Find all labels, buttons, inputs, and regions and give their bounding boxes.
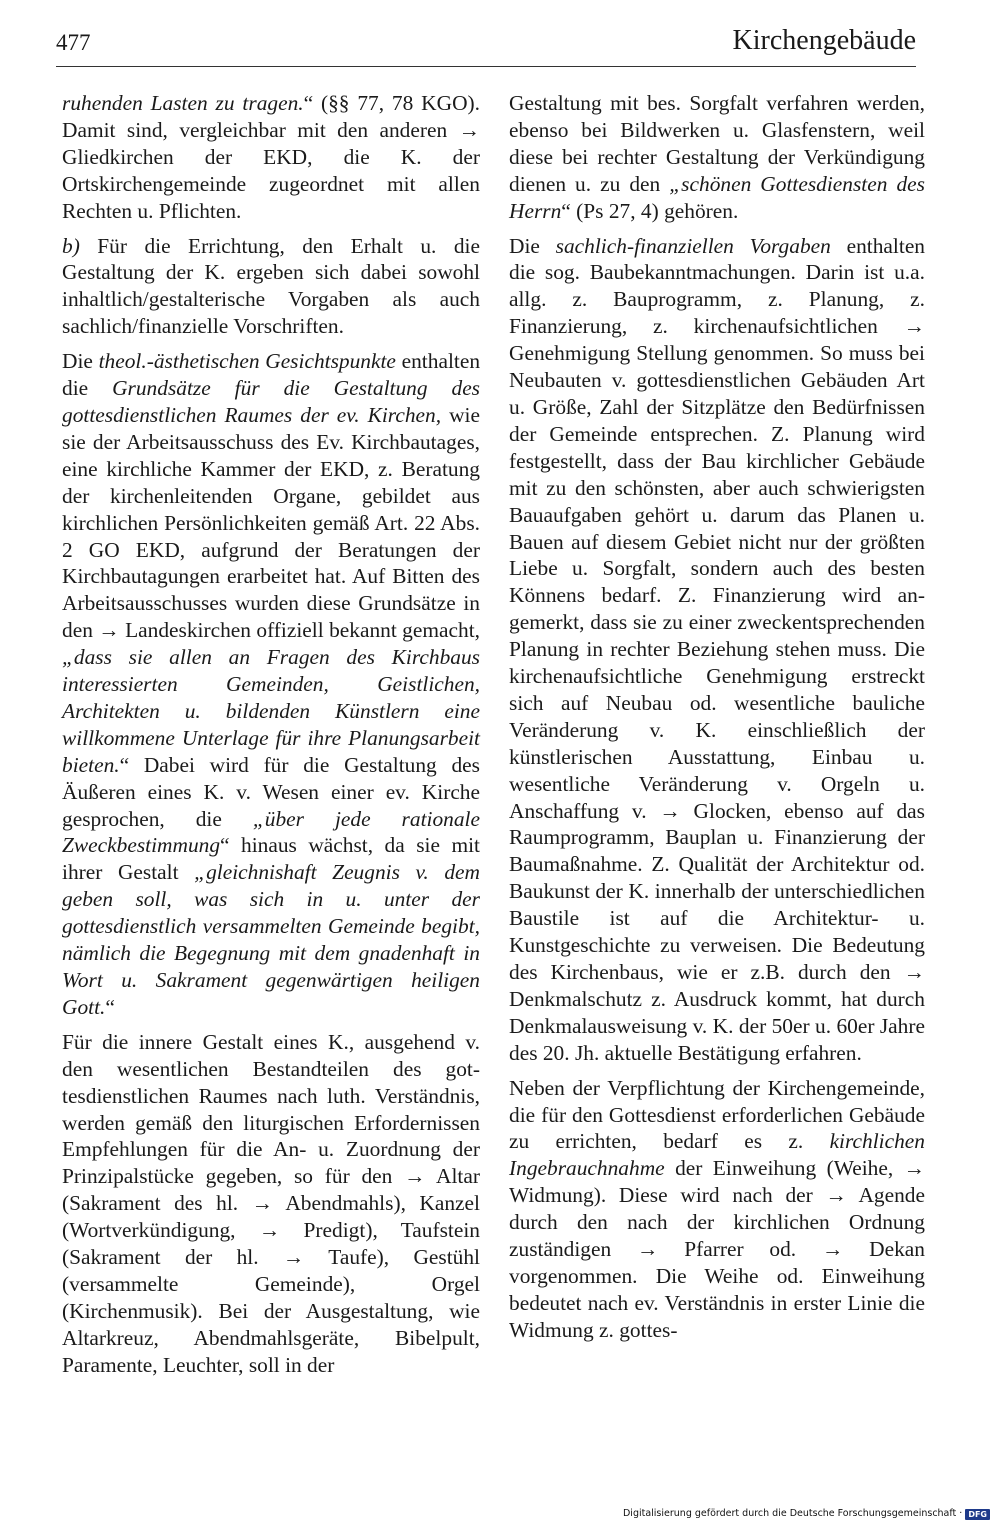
page-number: 477 xyxy=(56,30,91,55)
paragraph: Neben der Verpflichtung der Kirchengemeinde, die für den Gottesdienst erforderlichen Gebäude zu errichten, bedarf es z. kirchlichen Ingebrauchnahme der Einweihung (Weihe, → Widmung). Diese wird nach der → Agende durch den nach der kirchlichen Ordnung zuständigen → Pfarrer od. → Dekan vorgenommen. Die Weihe od. Einweihung bedeutet nach ev. Verständnis in erster Linie die Widmung z. gottes- xyxy=(509,1075,925,1342)
digitization-footer xyxy=(623,1507,990,1521)
right-column xyxy=(509,90,925,1344)
running-head: Kirchengebäude xyxy=(732,25,916,56)
paragraph: b) Für die Errichtung, den Erhalt u. die Gestaltung der K. ergeben sich dabei sowohl inhaltlich/gestalterische Vorgaben als auch sachlich/finanzielle Vorschriften. xyxy=(62,233,480,339)
paragraph: Die theol.-ästhetischen Gesichtspunkte enthalten die Grundsätze für die Gestaltung des gottesdienstlichen Raumes der ev. Kirchen, wie sie der Arbeitsausschuss des Ev. Kirchbautages, eine kirchliche Kammer der EKD, z. Beratung der kirchenleitenden Organe, gebildet aus kirchlichen Persönlichkeiten gemäß Art. 22 Abs. 2 GO EKD, aufgrund der Beratungen der Kirchbautagungen erarbeitet hat. Auf Bitten des Arbeitsausschusses wurden diese Grundsätze in den → Landeskirchen offiziell bekannt gemacht, „dass sie allen an Fragen des Kirchbaus interessierten Gemeinden, Geistlichen, Architekten u. bildenden Künstlern eine willkommene Unterlage für ihre Planungsarbeit bieten.“ Dabei wird für die Gestaltung des Äußeren eines K. v. Wesen einer ev. Kirche gesprochen, die „über jede rationale Zweckbestimmung“ hinaus wächst, da sie mit ihrer Gestalt „gleichnishaft Zeugnis v. dem geben soll, was sich in u. unter der gottesdienstlich versammelten Gemeinde begibt, nämlich die Begegnung mit dem gnadenhaft in Wort u. Sakrament gegenwärtigen heiligen Gott.“ xyxy=(62,349,481,1019)
paragraph: ruhenden Lasten zu tragen.“ (§§ 77, 78 KGO). Damit sind, vergleichbar mit den anderen → Gliedkirchen der EKD, die K. der Ortskirchengemeinde zugeordnet mit allen Rechten u. Pflichten. xyxy=(62,91,480,223)
paragraph: Die sachlich-finanziellen Vorgaben enthalten die sog. Baubekanntmachungen. Darin ist u.a. allg. z. Bauprogramm, z. Planung, z. Finanzierung, z. kirchenaufsichtlichen → Genehmigung Stellung genommen. So muss bei Neubauten v. gottesdienstlichen Gebäuden Art u. Größe, Zahl der Sitzplätze den Bedürfnissen der Gemeinde entsprechen. Z. Planung wird festgestellt, dass der Bau kirchlicher Gebäude mit zu den schönsten, aber auch schwierigsten Bauaufgaben gehört u. darum das Planen u. Bauen auf diesem Gebiet nicht nur der größten Liebe u. Sorgfalt, sondern auch des besten Könnens bedarf. Z. Finanzierung wird angemerkt, dass sie zu einer zweckentsprechenden Planung in rechter Beziehung stehen muss. Die kirchenaufsichtliche Genehmigung erstreckt sich auf Neubau od. wesentliche bauliche Veränderung v. K. einschließlich der künstlerischen Ausstattung, Einbau u. wesentliche Veränderung v. Orgeln u. Anschaffung v. → Glocken, ebenso auf das Raumprogramm, Bauplan u. Finanzierung der Baumaßnahme. Z. Qualität der Architektur od. Baukunst der K. innerhalb der unterschiedlichen Baustile ist auf die Architektur- u. Kunstgeschichte zu verweisen. Die Bedeutung des Kirchenbaus, wie er z.B. durch den → Denkmalschutz z. Ausdruck kommt, hat durch Denkmalausweisung v. K. der 50er u. 60er Jahre des 20. Jh. aktuelle Bestätigung erfahren. xyxy=(509,233,926,1065)
header-rule xyxy=(56,66,916,67)
paragraph: Gestaltung mit bes. Sorgfalt verfahren werden, ebenso bei Bildwerken u. Glasfenstern, weil diese bei rechter Gestaltung der Verkündigung dienen u. zu den „schönen Gottesdiensten des Herrn“ (Ps 27, 4) gehören. xyxy=(509,91,925,223)
left-column xyxy=(62,90,480,1379)
paragraph: Für die innere Gestalt eines K., ausgehend v. den wesentlichen Bestandteilen des gottesdienstlichen Raumes nach luth. Verständnis, werden gemäß den liturgischen Erfordernissen Empfehlungen für die An- u. Zuordnung der Prinzipalstücke gegeben, so für den → Altar (Sakrament des hl. → Abendmahls), Kanzel (Wortverkündigung, → Predigt), Taufstein (Sakrament der hl. → Taufe), Gestühl (versammelte Gemeinde), Orgel (Kirchenmusik). Bei der Ausgestaltung, wie Altarkreuz, Abendmahlsgeräte, Bibelpult, Paramente, Leuchter, soll in der xyxy=(62,1029,480,1377)
dfg-logo: DFG xyxy=(965,1509,990,1520)
footer-text: Digitalisierung gefördert durch die Deutsche Forschungsgemeinschaft · xyxy=(622,1508,963,1519)
